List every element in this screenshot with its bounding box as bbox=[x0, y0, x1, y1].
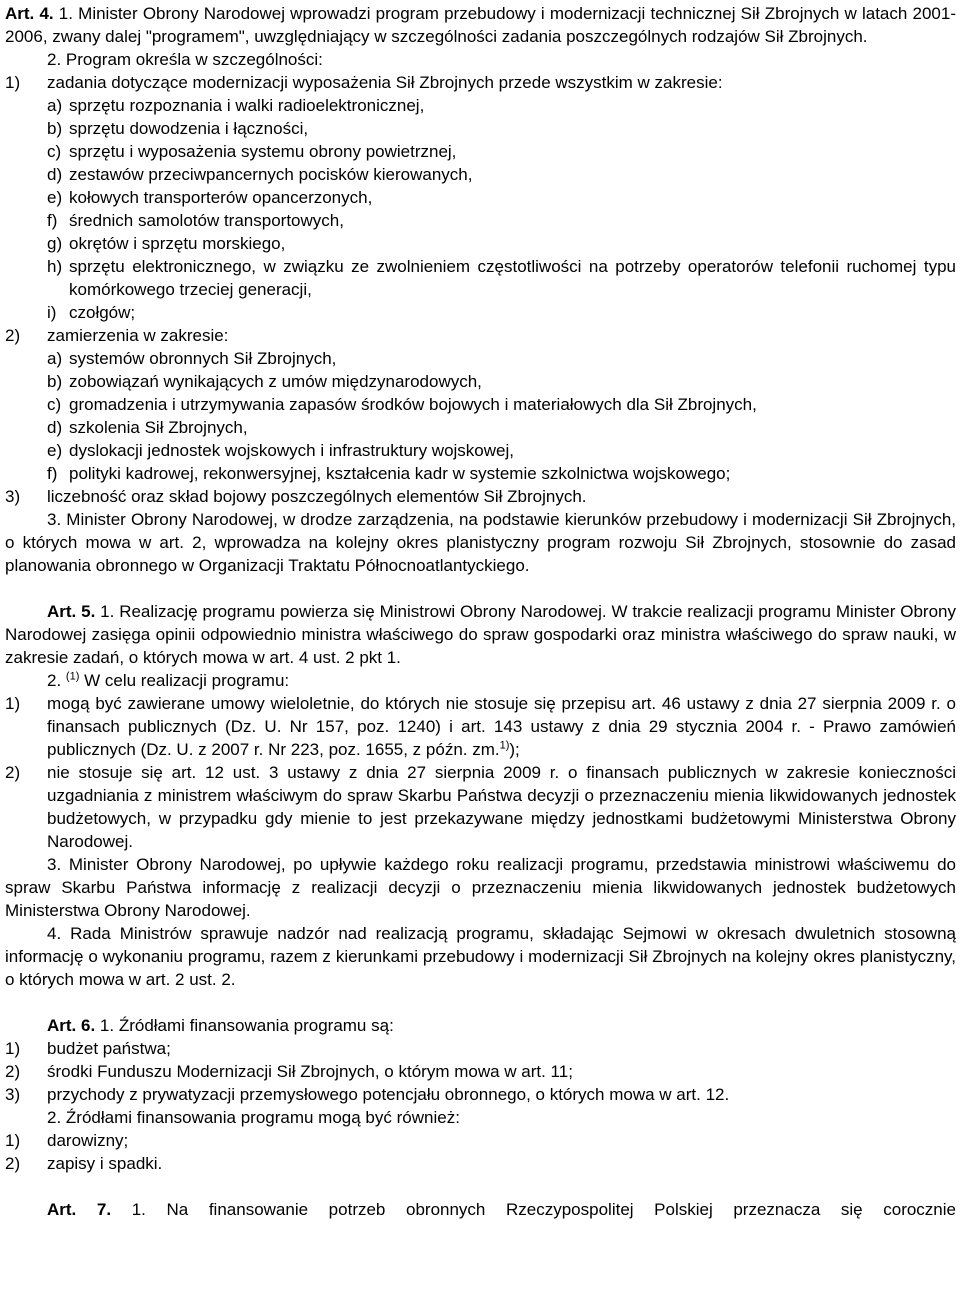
sub-text: średnich samolotów transportowych, bbox=[69, 211, 344, 230]
art4-item1-sub bbox=[5, 163, 956, 186]
art4-item2-text: zamierzenia w zakresie: bbox=[47, 326, 229, 345]
art7-head: Art. 7. bbox=[47, 1200, 112, 1219]
art4-item1-sub bbox=[5, 255, 956, 301]
art4-item3-num: 3) bbox=[5, 487, 21, 506]
art5-p1 bbox=[5, 600, 956, 669]
art4-item2 bbox=[5, 324, 956, 347]
art4-item2-num: 2) bbox=[5, 326, 21, 345]
art4-head: Art. 4. bbox=[5, 4, 54, 23]
sub-num: e) bbox=[47, 188, 63, 207]
art6-item bbox=[5, 1037, 956, 1060]
art7-p1-text: 1. Na finansowanie potrzeb obronnych Rzeczypospolitej Polskiej przeznacza się corocznie bbox=[131, 1200, 956, 1219]
sub-text: zestawów przeciwpancernych pocisków kierowanych, bbox=[69, 165, 473, 184]
art5-p4-text: 4. Rada Ministrów sprawuje nadzór nad realizacją programu, składając Sejmowi w okresach dwuletnich stosowną informację o wykonaniu programu, razem z kierunkami przebudowy i modernizacji Sił Zbrojnych na kolejny okres planistyczny, o których mowa w art. 2 ust. 2. bbox=[5, 924, 956, 989]
item-text: zapisy i spadki. bbox=[47, 1154, 163, 1173]
sub-text: okrętów i sprzętu morskiego, bbox=[69, 234, 286, 253]
item-text: przychody z prywatyzacji przemysłowego potencjału obronnego, o których mowa w art. 12. bbox=[47, 1085, 730, 1104]
sub-text: szkolenia Sił Zbrojnych, bbox=[69, 418, 248, 437]
sub-num: d) bbox=[47, 165, 63, 184]
art5-p2-num: 2. bbox=[47, 671, 62, 690]
sub-num: c) bbox=[47, 395, 62, 414]
sub-text: sprzętu dowodzenia i łączności, bbox=[69, 119, 309, 138]
spacer bbox=[5, 577, 956, 600]
item-text: środki Funduszu Modernizacji Sił Zbrojnych, o którym mowa w art. 11; bbox=[47, 1062, 573, 1081]
art4-p1-num: 1. bbox=[58, 4, 73, 23]
art6-p1 bbox=[5, 1014, 956, 1037]
art4-item2-sub bbox=[5, 416, 956, 439]
footnote-ref: (1) bbox=[65, 670, 80, 683]
art5-p3-text: 3. Minister Obrony Narodowej, po upływie każdego roku realizacji programu, przedstawia ministrowi właściwemu do spraw Skarbu Państwa informację z realizacji decyzji o przeznaczeniu mienia likwidowanych jednostek budżetowych Ministerstwa Obrony Narodowej. bbox=[5, 855, 956, 920]
art5-p4 bbox=[5, 922, 956, 991]
sub-num: a) bbox=[47, 349, 63, 368]
art6-item bbox=[5, 1129, 956, 1152]
sub-text: polityki kadrowej, rekonwersyjnej, kształcenia kadr w systemie szkolnictwa wojskowego; bbox=[69, 464, 731, 483]
sub-num: f) bbox=[47, 464, 58, 483]
item-text: budżet państwa; bbox=[47, 1039, 171, 1058]
item-num: 2) bbox=[5, 1062, 21, 1081]
sub-text: sprzętu elektronicznego, w związku ze zwolnieniem częstotliwości na potrzeby operatorów telefonii ruchomej typu komórkowego trzeciej generacji, bbox=[69, 257, 956, 299]
item-num: 2) bbox=[5, 763, 21, 782]
art4-item2-sub bbox=[5, 393, 956, 416]
item-text: nie stosuje się art. 12 ust. 3 ustawy z dnia 27 sierpnia 2009 r. o finansach publicznych w zakresie konieczności uzgadniania z ministrem właściwym do spraw Skarbu Państwa decyzji o przeznaczeniu mienia likwidowanych jednostek budżetowych, w przypadku gdy mienie to jest przekazywane między jednostkami budżetowymi Ministerstwa Obrony Narodowej. bbox=[47, 763, 956, 851]
sub-num: i) bbox=[47, 303, 57, 322]
art4-item1-sub bbox=[5, 301, 956, 324]
item-num: 1) bbox=[5, 1131, 21, 1150]
sub-text: czołgów; bbox=[69, 303, 136, 322]
art6-item bbox=[5, 1152, 956, 1175]
art6-p2: 2. Źródłami finansowania programu mogą być również: bbox=[47, 1108, 460, 1127]
art5-head: Art. 5. bbox=[47, 602, 96, 621]
art5-p1-text: 1. Realizację programu powierza się Ministrowi Obrony Narodowej. W trakcie realizacji programu Minister Obrony Narodowej zasięga opinii odpowiednio ministra właściwego do spraw gospodarki oraz ministra właściwego do spraw nauki, w zakresie zadań, o których mowa w art. 4 ust. 2 pkt 1. bbox=[5, 602, 956, 667]
art4-item1-sub bbox=[5, 232, 956, 255]
item-text-end: ); bbox=[509, 740, 520, 759]
art4-item1 bbox=[5, 71, 956, 94]
sub-text: sprzętu rozpoznania i walki radioelektronicznej, bbox=[69, 96, 425, 115]
sub-num: c) bbox=[47, 142, 62, 161]
sub-num: b) bbox=[47, 119, 63, 138]
item-num: 1) bbox=[5, 1039, 21, 1058]
item-num: 1) bbox=[5, 694, 21, 713]
sub-num: f) bbox=[47, 211, 58, 230]
item-num: 2) bbox=[5, 1154, 21, 1173]
sub-text: gromadzenia i utrzymywania zapasów środków bojowych i materiałowych dla Sił Zbrojnych, bbox=[69, 395, 757, 414]
art6-item bbox=[5, 1060, 956, 1083]
art4-item2-sub bbox=[5, 439, 956, 462]
art4-item2-sub bbox=[5, 370, 956, 393]
art4-item1-sub bbox=[5, 94, 956, 117]
sub-num: b) bbox=[47, 372, 63, 391]
art4-p2: 2. Program określa w szczególności: bbox=[47, 50, 323, 69]
sub-num: h) bbox=[47, 257, 63, 276]
art5-p2 bbox=[5, 669, 956, 692]
art6-head: Art. 6. bbox=[47, 1016, 96, 1035]
art4-item1-sub bbox=[5, 117, 956, 140]
sub-text: systemów obronnych Sił Zbrojnych, bbox=[69, 349, 337, 368]
art4-item1-num: 1) bbox=[5, 73, 21, 92]
spacer bbox=[5, 991, 956, 1014]
art5-item2 bbox=[5, 761, 956, 853]
sub-text: dyslokacji jednostek wojskowych i infrastruktury wojskowej, bbox=[69, 441, 514, 460]
sub-num: d) bbox=[47, 418, 63, 437]
art4-item3-text: liczebność oraz skład bojowy poszczególnych elementów Sił Zbrojnych. bbox=[47, 487, 587, 506]
art4-item1-sub bbox=[5, 186, 956, 209]
art4-p3 bbox=[5, 508, 956, 577]
art5-item1 bbox=[5, 692, 956, 761]
spacer bbox=[5, 1175, 956, 1198]
art6-p1-text: 1. Źródłami finansowania programu są: bbox=[99, 1016, 394, 1035]
sub-text: zobowiązań wynikających z umów międzynarodowych, bbox=[69, 372, 482, 391]
art6-item bbox=[5, 1083, 956, 1106]
sub-text: sprzętu i wyposażenia systemu obrony powietrznej, bbox=[69, 142, 457, 161]
art5-p2-text: W celu realizacji programu: bbox=[84, 671, 290, 690]
art4-p3-text: 3. Minister Obrony Narodowej, w drodze zarządzenia, na podstawie kierunków przebudowy i modernizacji Sił Zbrojnych, o których mowa w art. 2, wprowadza na kolejny okres planistyczny program rozwoju Sił Zbrojnych, stosownie do zasad planowania obronnego w Organizacji Traktatu Północnoatlantyckiego. bbox=[5, 510, 956, 575]
art5-p3 bbox=[5, 853, 956, 922]
art4-item3 bbox=[5, 485, 956, 508]
art4-p1 bbox=[5, 2, 956, 48]
art7-p1 bbox=[5, 1198, 956, 1221]
item-num: 3) bbox=[5, 1085, 21, 1104]
footnote-ref: 1) bbox=[499, 739, 510, 752]
art4-item2-sub bbox=[5, 347, 956, 370]
sub-num: e) bbox=[47, 441, 63, 460]
art4-item1-text: zadania dotyczące modernizacji wyposażenia Sił Zbrojnych przede wszystkim w zakresie: bbox=[47, 73, 723, 92]
art4-item1-sub bbox=[5, 140, 956, 163]
sub-num: g) bbox=[47, 234, 63, 253]
art4-item2-sub bbox=[5, 462, 956, 485]
art4-p1-text: Minister Obrony Narodowej wprowadzi program przebudowy i modernizacji technicznej Sił Zbrojnych w latach 2001-2006, zwany dalej "programem", uwzględniający w szczególności zadania poszczególnych rodzajów Sił Zbrojnych. bbox=[5, 4, 956, 46]
sub-num: a) bbox=[47, 96, 63, 115]
item-text: darowizny; bbox=[47, 1131, 129, 1150]
sub-text: kołowych transporterów opancerzonych, bbox=[69, 188, 373, 207]
item-text: mogą być zawierane umowy wieloletnie, do których nie stosuje się przepisu art. 46 ustawy z dnia 27 sierpnia 2009 r. o finansach publicznych (Dz. U. Nr 157, poz. 1240) i art. 143 ustawy z dnia 29 stycznia 2004 r. - Prawo zamówień publicznych (Dz. U. z 2007 r. Nr 223, poz. 1655, z późn. zm. bbox=[47, 694, 956, 759]
art4-item1-sub bbox=[5, 209, 956, 232]
